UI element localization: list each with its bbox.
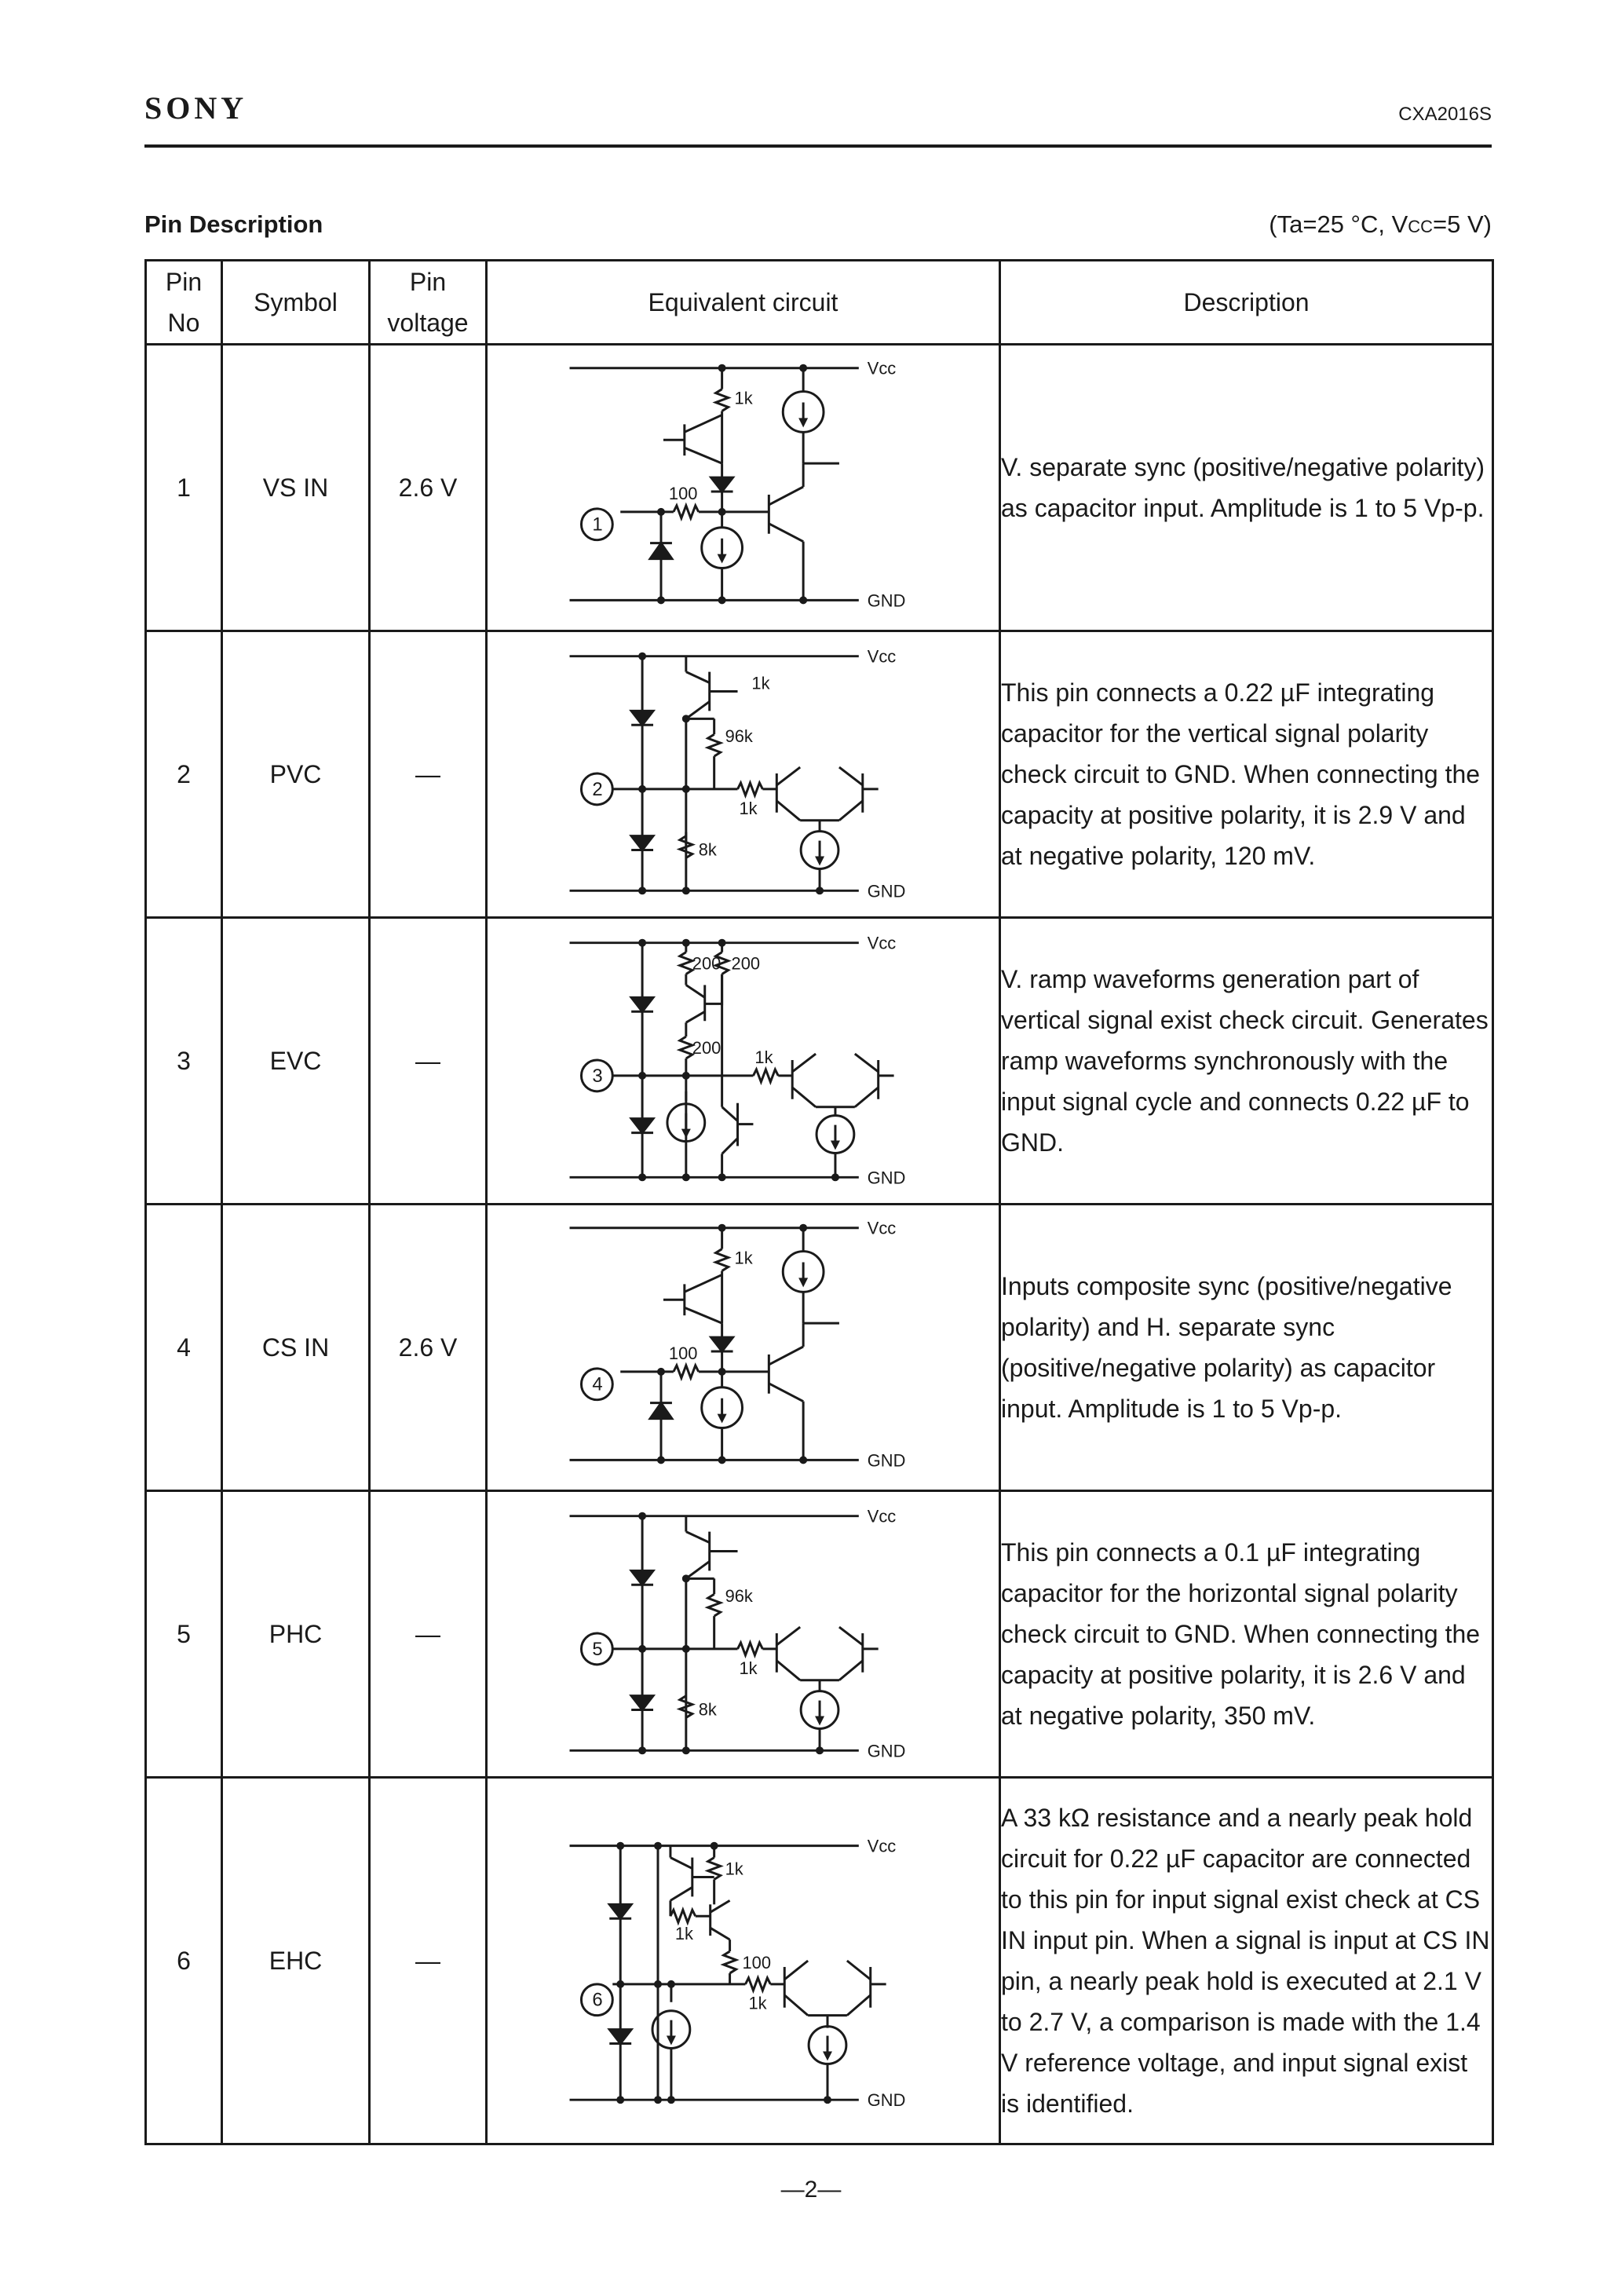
header-equivalent-circuit: Equivalent circuit — [487, 261, 1000, 345]
part-number: CXA2016S — [1398, 104, 1492, 125]
pin-number: 2 — [146, 631, 222, 918]
vcc-label: Vcc — [867, 1506, 897, 1526]
pin-number: 5 — [146, 1491, 222, 1778]
vcc-label: Vcc — [867, 358, 897, 378]
resistor-label: 8k — [698, 1699, 717, 1720]
pin-voltage: 2.6 V — [370, 1205, 487, 1491]
pin-voltage: — — [370, 1778, 487, 2144]
table-row — [146, 1778, 1493, 2144]
gnd-label: GND — [867, 590, 906, 611]
pin-symbol: CS IN — [222, 1205, 370, 1491]
sony-logo: SONY — [144, 90, 248, 126]
table-row — [146, 1491, 1493, 1778]
equivalent-circuit — [487, 1491, 1000, 1778]
pin-symbol: EVC — [222, 918, 370, 1205]
conditions-sub: CC — [1408, 217, 1434, 236]
test-conditions — [1269, 210, 1492, 239]
gnd-label: GND — [867, 2090, 906, 2111]
header-symbol: Symbol — [222, 261, 370, 345]
pin-marker: 6 — [592, 1989, 603, 2011]
pin-marker: 3 — [592, 1065, 603, 1087]
pin-description: This pin connects a 0.22 µF integrating capacitor for the vertical signal polarity check circuit to GND. When connecting the capacity at positive polarity, it is 2.9 V and at negative polarity, 120 mV. — [1000, 631, 1493, 918]
pin-voltage: 2.6 V — [370, 345, 487, 631]
header-rule — [144, 144, 1492, 148]
pin-description-table — [144, 259, 1494, 2145]
equivalent-circuit — [487, 1778, 1000, 2144]
resistor-label: 8k — [698, 839, 717, 860]
resistor-label: 100 — [668, 483, 698, 503]
conditions-text-end: =5 V) — [1433, 210, 1492, 238]
pin-voltage: — — [370, 631, 487, 918]
resistor-label: 1k — [674, 1924, 694, 1944]
pin-voltage: — — [370, 918, 487, 1205]
resistor-label: 1k — [739, 1658, 758, 1678]
pin-number: 4 — [146, 1205, 222, 1491]
section-title: Pin Description — [144, 210, 323, 238]
vcc-label: Vcc — [867, 1218, 897, 1238]
resistor-label: 200 — [692, 953, 721, 974]
equivalent-circuit — [487, 345, 1000, 631]
pin-number: 1 — [146, 345, 222, 631]
header-pin-voltage: Pin voltage — [370, 261, 487, 345]
circuit-diagram-pin-2 — [488, 632, 999, 916]
circuit-diagram-pin-5 — [488, 1492, 999, 1776]
page-header — [144, 86, 1492, 149]
vcc-label: Vcc — [867, 646, 897, 667]
pin-voltage: — — [370, 1491, 487, 1778]
pin-number: 6 — [146, 1778, 222, 2144]
pin-description: This pin connects a 0.1 µF integrating capacitor for the horizontal signal polarity check circuit to GND. When connecting the capacity at positive polarity, it is 2.6 V and at negative polarity, 350 mV. — [1000, 1491, 1493, 1778]
table-row — [146, 1205, 1493, 1491]
resistor-label: 200 — [731, 953, 761, 974]
pin-description: V. separate sync (positive/negative polarity) as capacitor input. Amplitude is 1 to 5 Vp-p. — [1000, 345, 1493, 631]
pin-description: A 33 kΩ resistance and a nearly peak hold circuit for 0.22 µF capacitor are connected to this pin for input signal exist check at CS IN input pin. When a signal is input at CS IN pin, a nearly peak hold is executed at 2.1 V to 2.7 V, a comparison is made with the 1.4 V reference voltage, and input signal exist is identified. — [1000, 1778, 1493, 2144]
header-pin-no: Pin No — [146, 261, 222, 345]
resistor-label: 1k — [751, 673, 770, 693]
conditions-text: (Ta=25 °C, V — [1269, 210, 1408, 238]
pin-marker: 1 — [592, 514, 603, 536]
resistor-label: 1k — [748, 1993, 767, 2013]
equivalent-circuit — [487, 631, 1000, 918]
resistor-label: 1k — [725, 1859, 743, 1879]
gnd-label: GND — [867, 1450, 906, 1471]
pin-symbol: VS IN — [222, 345, 370, 631]
header-description: Description — [1000, 261, 1493, 345]
circuit-diagram-pin-6 — [488, 1779, 999, 2143]
resistor-label: 100 — [668, 1343, 698, 1363]
equivalent-circuit — [487, 1205, 1000, 1491]
circuit-diagram-pin-3 — [488, 919, 999, 1203]
pin-description: V. ramp waveforms generation part of vertical signal exist check circuit. Generates ramp waveforms synchronously with the input signal cycle and connects 0.22 µF to GND. — [1000, 918, 1493, 1205]
resistor-label: 96k — [725, 726, 753, 747]
resistor-label: 1k — [754, 1047, 773, 1067]
vcc-label: Vcc — [867, 933, 897, 953]
circuit-diagram-pin-1 — [488, 345, 999, 630]
table-row — [146, 631, 1493, 918]
resistor-label: 1k — [739, 798, 758, 818]
equivalent-circuit — [487, 918, 1000, 1205]
page-number: —2— — [780, 2177, 842, 2203]
pin-description: Inputs composite sync (positive/negative polarity) and H. separate sync (positive/negative polarity) as capacitor input. Amplitude is 1 to 5 Vp-p. — [1000, 1205, 1493, 1491]
resistor-label: 1k — [734, 388, 753, 408]
pin-marker: 4 — [592, 1373, 603, 1395]
gnd-label: GND — [867, 1168, 906, 1188]
pin-symbol: PHC — [222, 1491, 370, 1778]
table-row — [146, 918, 1493, 1205]
resistor-label: 96k — [725, 1586, 753, 1607]
gnd-label: GND — [867, 1741, 906, 1761]
gnd-label: GND — [867, 881, 906, 901]
pin-marker: 5 — [592, 1638, 603, 1660]
pin-marker: 2 — [592, 778, 603, 800]
pin-number: 3 — [146, 918, 222, 1205]
vcc-label: Vcc — [867, 1836, 897, 1856]
pin-symbol: PVC — [222, 631, 370, 918]
resistor-label: 100 — [742, 1952, 772, 1972]
table-header-row — [146, 261, 1493, 345]
resistor-label: 200 — [692, 1038, 721, 1058]
pin-symbol: EHC — [222, 1778, 370, 2144]
table-row — [146, 345, 1493, 631]
circuit-diagram-pin-4 — [488, 1205, 999, 1490]
resistor-label: 1k — [734, 1248, 753, 1268]
